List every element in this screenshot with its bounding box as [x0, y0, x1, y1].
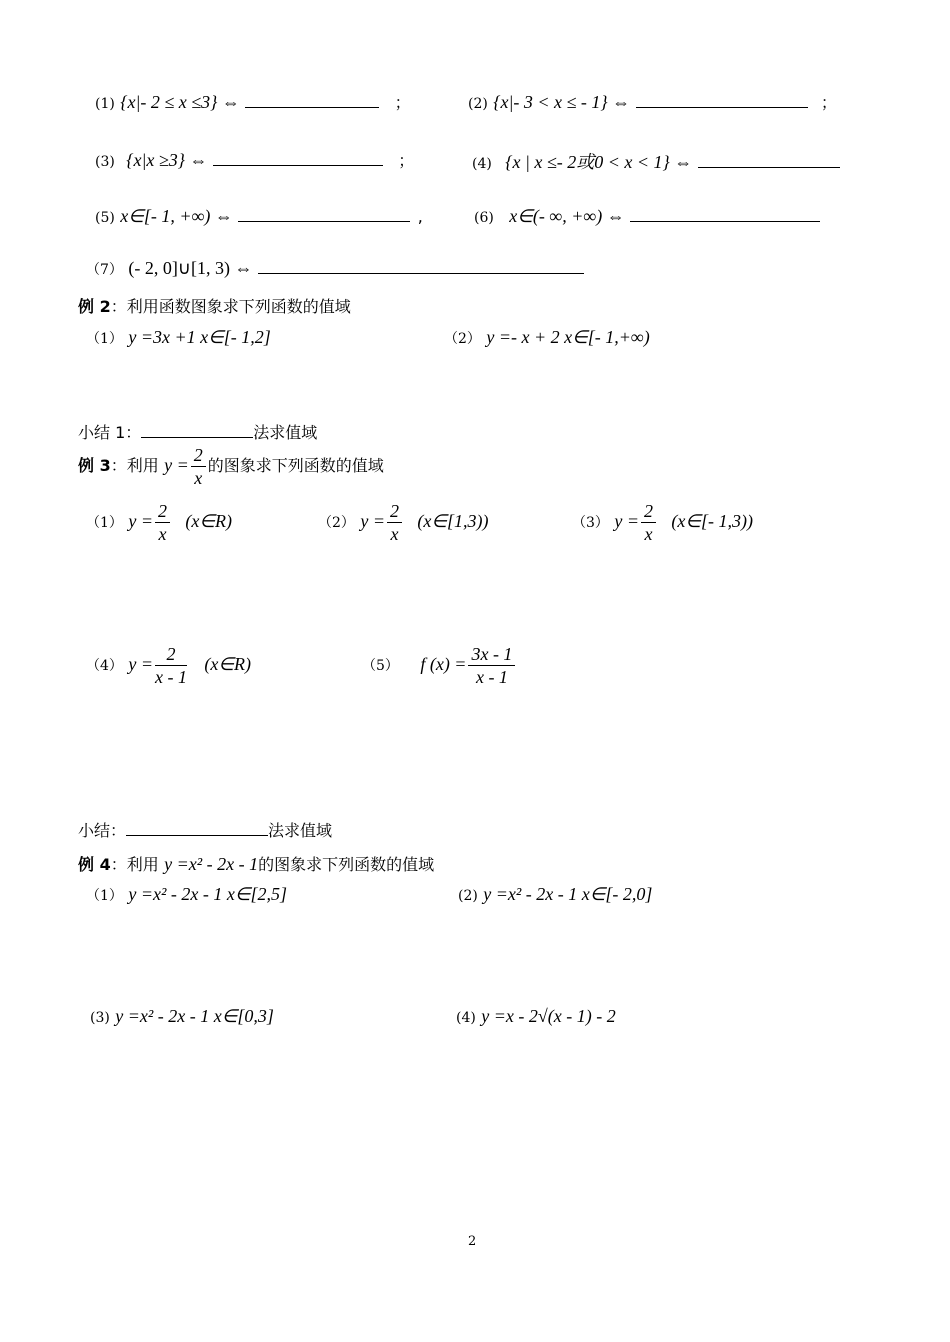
- example-4-item-4: [456, 1006, 616, 1027]
- numerator: 2: [155, 643, 187, 666]
- domain-expression: (x∈R): [185, 511, 233, 531]
- example-instruction: ：利用: [110, 456, 159, 475]
- example-number: 例 2: [78, 297, 111, 316]
- set-expression: {x|- 3 < x ≤ - 1} ⇔: [493, 92, 631, 112]
- set-item-2: [468, 90, 837, 113]
- answer-blank[interactable]: [630, 207, 820, 222]
- denominator: x - 1: [154, 667, 187, 687]
- set-item-1: [95, 90, 411, 113]
- answer-blank[interactable]: [213, 151, 383, 166]
- item-label: （3）: [572, 515, 609, 531]
- domain-expression: (x∈[- 1,3)): [671, 511, 754, 531]
- summary-suffix: 法求值域: [268, 821, 333, 840]
- summary-2: [78, 818, 332, 841]
- domain-expression: (x∈R): [204, 654, 252, 674]
- set-item-6: [474, 206, 820, 227]
- answer-blank[interactable]: [245, 93, 379, 108]
- function-expression: y =x² - 2x - 1 x∈[2,5]: [128, 884, 288, 904]
- item-separator: ；: [394, 93, 411, 112]
- example-3-item-3: [572, 500, 753, 545]
- numerator: 2: [155, 500, 170, 523]
- set-expression: {x|- 2 ≤ x ≤3} ⇔: [120, 92, 240, 112]
- function-lhs: y =: [164, 455, 189, 475]
- example-instruction: ：利用函数图象求下列函数的值域: [110, 297, 351, 316]
- example-4-title: [78, 852, 434, 875]
- denominator: x: [194, 468, 203, 488]
- item-label: （7）: [86, 262, 123, 278]
- denominator: x: [644, 524, 653, 544]
- item-label: (4): [472, 156, 492, 172]
- item-label: （1）: [86, 331, 123, 347]
- function-expression: y =x² - 2x - 1: [164, 854, 259, 874]
- set-expression: (- 2, 0]∪[1, 3) ⇔: [128, 258, 253, 278]
- set-expression: x∈(- ∞, +∞) ⇔: [509, 206, 625, 226]
- example-3-item-2: [318, 500, 489, 545]
- item-label: (1): [95, 96, 115, 112]
- item-separator: ；: [820, 93, 837, 112]
- item-label: (2): [468, 96, 488, 112]
- answer-blank[interactable]: [698, 153, 840, 168]
- item-label: (6): [474, 210, 494, 226]
- item-separator: ,: [417, 207, 423, 226]
- function-expression: y =x² - 2x - 1 x∈[0,3]: [115, 1006, 274, 1026]
- fraction: [387, 500, 402, 545]
- item-label: （1）: [86, 515, 123, 531]
- fraction: [641, 500, 656, 545]
- item-label: (3): [90, 1010, 110, 1026]
- example-instruction-rest: 的图象求下列函数的值域: [258, 855, 435, 874]
- set-expression: {x|x ≥3} ⇔: [126, 150, 208, 170]
- function-lhs: y =: [360, 511, 385, 531]
- answer-blank[interactable]: [238, 207, 410, 222]
- fraction: [155, 500, 170, 545]
- answer-blank[interactable]: [141, 423, 253, 438]
- example-instruction: ：利用: [110, 855, 159, 874]
- item-label: （1）: [86, 888, 123, 904]
- function-expression: y =3x +1 x∈[- 1,2]: [128, 327, 271, 347]
- example-4-item-2: [458, 884, 652, 905]
- example-2-item-1: [86, 327, 271, 348]
- set-expression: x∈[- 1, +∞) ⇔: [120, 206, 233, 226]
- function-expression: y =x - 2√(x - 1) - 2: [481, 1006, 616, 1026]
- denominator: x: [390, 524, 399, 544]
- function-lhs: y =: [128, 511, 153, 531]
- item-label: (5): [95, 210, 115, 226]
- answer-blank[interactable]: [258, 259, 584, 274]
- example-3-item-5: [362, 643, 517, 688]
- example-4-item-1: [86, 884, 287, 905]
- set-item-7: [86, 258, 584, 279]
- example-instruction-rest: 的图象求下列函数的值域: [207, 456, 384, 475]
- item-label: (4): [456, 1010, 476, 1026]
- fraction: [468, 643, 515, 688]
- answer-blank[interactable]: [126, 821, 268, 836]
- item-separator: ；: [398, 151, 415, 170]
- example-number: 例 4: [78, 855, 111, 874]
- summary-prefix: 小结：: [78, 821, 127, 840]
- example-2-title: [78, 294, 351, 317]
- item-label: （5）: [362, 658, 399, 674]
- set-item-4: [472, 148, 840, 174]
- function-expression: y =- x + 2 x∈[- 1,+∞): [486, 327, 650, 347]
- example-number: 例 3: [78, 456, 111, 475]
- item-label: （4）: [86, 658, 123, 674]
- set-expression: {x | x ≤- 2或0 < x < 1} ⇔: [505, 152, 693, 172]
- set-item-5: [95, 206, 423, 227]
- function-lhs: y =: [128, 654, 153, 674]
- answer-blank[interactable]: [636, 93, 808, 108]
- function-expression: y =x² - 2x - 1 x∈[- 2,0]: [483, 884, 653, 904]
- denominator: x - 1: [475, 667, 508, 687]
- function-lhs: y =: [614, 511, 639, 531]
- example-2-item-2: [444, 327, 650, 348]
- item-label: (2): [458, 888, 478, 904]
- fraction: [155, 643, 187, 688]
- example-3-item-1: [86, 500, 232, 545]
- numerator: 2: [191, 444, 206, 467]
- item-label: (3): [95, 154, 115, 170]
- item-label: （2）: [444, 331, 481, 347]
- page-number: 2: [468, 1234, 477, 1249]
- example-3-item-4: [86, 643, 251, 688]
- summary-suffix: 法求值域: [253, 423, 318, 442]
- example-4-item-3: [90, 1006, 274, 1027]
- fraction: [191, 444, 206, 489]
- function-lhs: f (x) =: [420, 654, 467, 674]
- item-label: （2）: [318, 515, 355, 531]
- set-item-3: [95, 148, 414, 171]
- domain-expression: (x∈[1,3)): [417, 511, 489, 531]
- numerator: 3x - 1: [468, 643, 515, 666]
- numerator: 2: [387, 500, 402, 523]
- summary-1: [78, 420, 317, 443]
- summary-prefix: 小结 1：: [78, 423, 142, 442]
- denominator: x: [158, 524, 167, 544]
- example-3-title: [78, 444, 384, 489]
- numerator: 2: [641, 500, 656, 523]
